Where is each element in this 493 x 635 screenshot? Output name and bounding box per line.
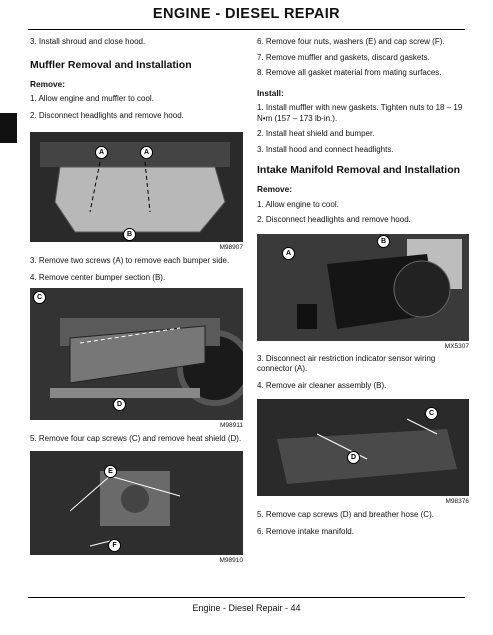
step-text: 1. Install muffler with new gaskets. Tighten nuts to 18 – 19 N•m (157 – 173 lb-in.).	[257, 103, 463, 123]
figure-intake-manifold-photo	[257, 399, 469, 496]
page-title: ENGINE - DIESEL REPAIR	[152, 6, 341, 22]
step-text: 7. Remove muffler and gaskets, discard gaskets.	[257, 52, 430, 62]
callout-b: B	[377, 235, 390, 248]
step-text: 2. Disconnect headlights and remove hood.	[257, 215, 411, 224]
step-text: 3. Disconnect air restriction indicator sensor wiring connector (A).	[257, 353, 436, 373]
callout-f: F	[108, 539, 121, 552]
install-label: Install:	[257, 87, 284, 98]
step-text: 5. Remove four cap screws (C) and remove heat shield (D).	[30, 434, 242, 443]
left-column	[30, 37, 243, 567]
callout-a: A	[95, 146, 108, 159]
footer-divider	[28, 597, 465, 598]
step-text: 8. Remove all gasket material from mating surfaces.	[257, 68, 442, 77]
step-text: 3. Install hood and connect headlights.	[257, 144, 394, 154]
callout-e: E	[104, 465, 117, 478]
step-text: 6. Remove intake manifold.	[257, 526, 354, 536]
header-divider	[28, 29, 465, 30]
step-text: 3. Install shroud and close hood.	[30, 37, 146, 46]
step-text: 4. Remove center bumper section (B).	[30, 272, 166, 282]
step-text: 2. Disconnect headlights and remove hood.	[30, 110, 184, 120]
figure-number: M98911	[219, 422, 243, 429]
step-text: 1. Allow engine and muffler to cool.	[30, 94, 154, 103]
right-column	[257, 37, 469, 537]
callout-d: D	[113, 398, 126, 411]
figure-muffler-photo	[30, 451, 243, 555]
muffler-illustration	[30, 451, 243, 555]
figure-number: M98910	[219, 556, 243, 564]
figure-heat-shield-photo	[30, 288, 243, 420]
step-text: 4. Remove air cleaner assembly (B).	[257, 380, 387, 390]
step-text: 2. Install heat shield and bumper.	[257, 129, 375, 138]
figure-air-cleaner-photo	[257, 234, 469, 341]
callout-c: C	[425, 407, 438, 420]
section-tab-marker	[0, 113, 17, 143]
remove-label: Remove:	[30, 78, 66, 89]
page-footer: Engine - Diesel Repair - 44	[192, 603, 301, 613]
callout-a: A	[282, 247, 295, 260]
section-heading-intake: Intake Manifold Removal and Installation	[257, 164, 461, 176]
figure-number: M98376	[445, 498, 469, 505]
bumper-illustration	[30, 132, 243, 242]
callout-b: B	[123, 228, 136, 241]
step-text: 3. Remove two screws (A) to remove each bumper side.	[30, 256, 230, 265]
section-heading-muffler: Muffler Removal and Installation	[30, 58, 192, 71]
heat-shield-illustration	[30, 288, 243, 420]
step-text: 1. Allow engine to cool.	[257, 199, 339, 209]
callout-a: A	[140, 146, 153, 159]
callout-c: C	[33, 291, 46, 304]
step-text: 5. Remove cap screws (D) and breather hose (C).	[257, 510, 434, 519]
figure-number: MX5307	[444, 342, 469, 350]
figure-number: M98907	[219, 244, 243, 251]
callout-d: D	[347, 451, 360, 464]
figure-bumper-photo	[30, 132, 243, 242]
remove-label: Remove:	[257, 184, 293, 194]
step-text: 6. Remove four nuts, washers (E) and cap screw (F).	[257, 37, 445, 46]
